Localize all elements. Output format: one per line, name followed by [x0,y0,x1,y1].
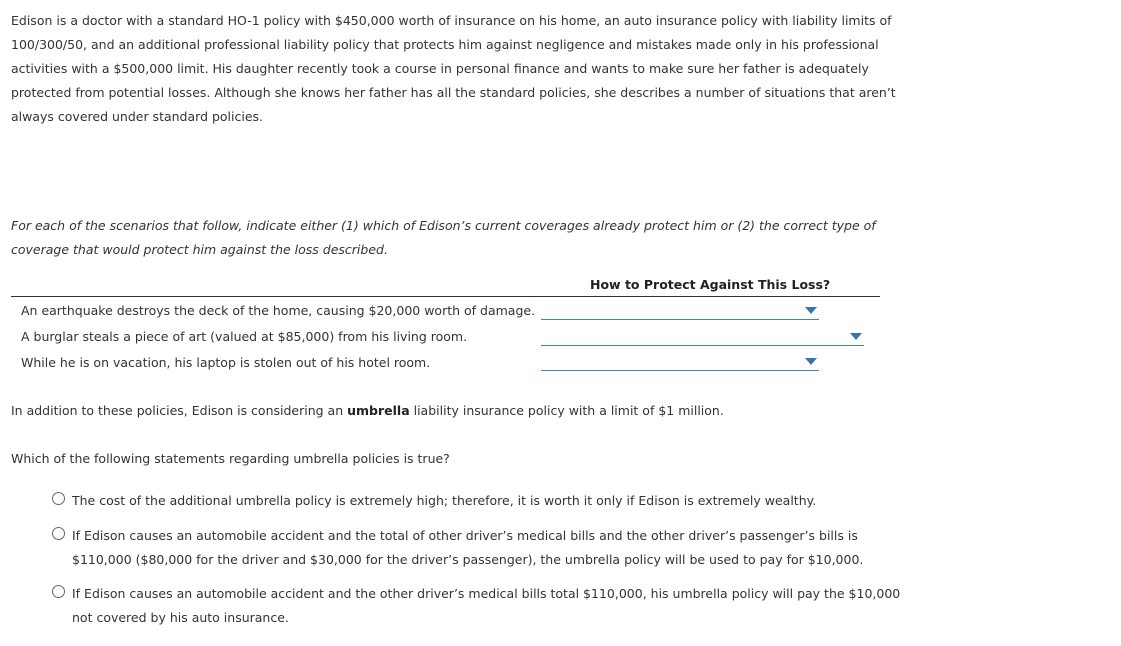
table-divider [11,296,880,297]
dropdown-laptop-theft[interactable] [541,352,819,371]
chevron-down-icon[interactable] [805,358,817,365]
dropdown-art-theft[interactable] [541,327,864,346]
table-header: How to Protect Against This Loss? [590,277,831,292]
answer-option-2-label: If Edison causes an automobile accident and the total of other driver’s medical bills and the other driver’s passenger’s bills is $110,000 ($80,000 for the driver and $30,000 for the driver’s passenger), the umbrella policy will be used to pay for $10,000. [72,528,864,567]
radio-unselected-icon[interactable] [52,585,65,598]
chevron-down-icon[interactable] [805,307,817,314]
radio-unselected-icon[interactable] [52,527,65,540]
intro-paragraph: Edison is a doctor with a standard HO-1 policy with $450,000 worth of insurance on his home, an auto insurance policy with liability limits of 100/300/50, and an additional professional liability policy that protects him against negligence and mistakes made only in his professional activities with a $500,000 limit. His daughter recently took a course in personal finance and wants to make sure her father is adequately protected from potential losses. Although she knows her father has all the standard policies, she describes a number of situations that aren’t always covered under standard policies. [11,13,896,124]
umbrella-intro-before: In addition to these policies, Edison is considering an [11,403,348,418]
answer-option-3[interactable] [52,582,912,630]
scenario-laptop-theft: While he is on vacation, his laptop is stolen out of his hotel room. [21,355,431,370]
scenario-earthquake: An earthquake destroys the deck of the home, causing $20,000 worth of damage. [21,303,536,318]
answer-option-2[interactable] [52,524,912,572]
umbrella-intro-text [11,403,724,418]
instructions-text: For each of the scenarios that follow, indicate either (1) which of Edison’s current coverages already protect him or (2) the correct type of coverage that would protect him against the loss described. [11,218,876,257]
umbrella-keyword: umbrella [347,403,410,418]
umbrella-intro-after: liability insurance policy with a limit of $1 million. [409,403,724,418]
radio-unselected-icon[interactable] [52,492,65,505]
answer-option-3-label: If Edison causes an automobile accident and the other driver’s medical bills total $110,000, his umbrella policy will pay the $10,000 not covered by his auto insurance. [72,586,901,625]
chevron-down-icon[interactable] [850,333,862,340]
dropdown-earthquake[interactable] [541,301,819,320]
answer-option-1[interactable] [52,489,912,513]
scenario-art-theft: A burglar steals a piece of art (valued at $85,000) from his living room. [21,329,468,344]
answer-option-1-label: The cost of the additional umbrella policy is extremely high; therefore, it is worth it only if Edison is extremely wealthy. [72,493,817,508]
question-text: Which of the following statements regarding umbrella policies is true? [11,451,450,466]
